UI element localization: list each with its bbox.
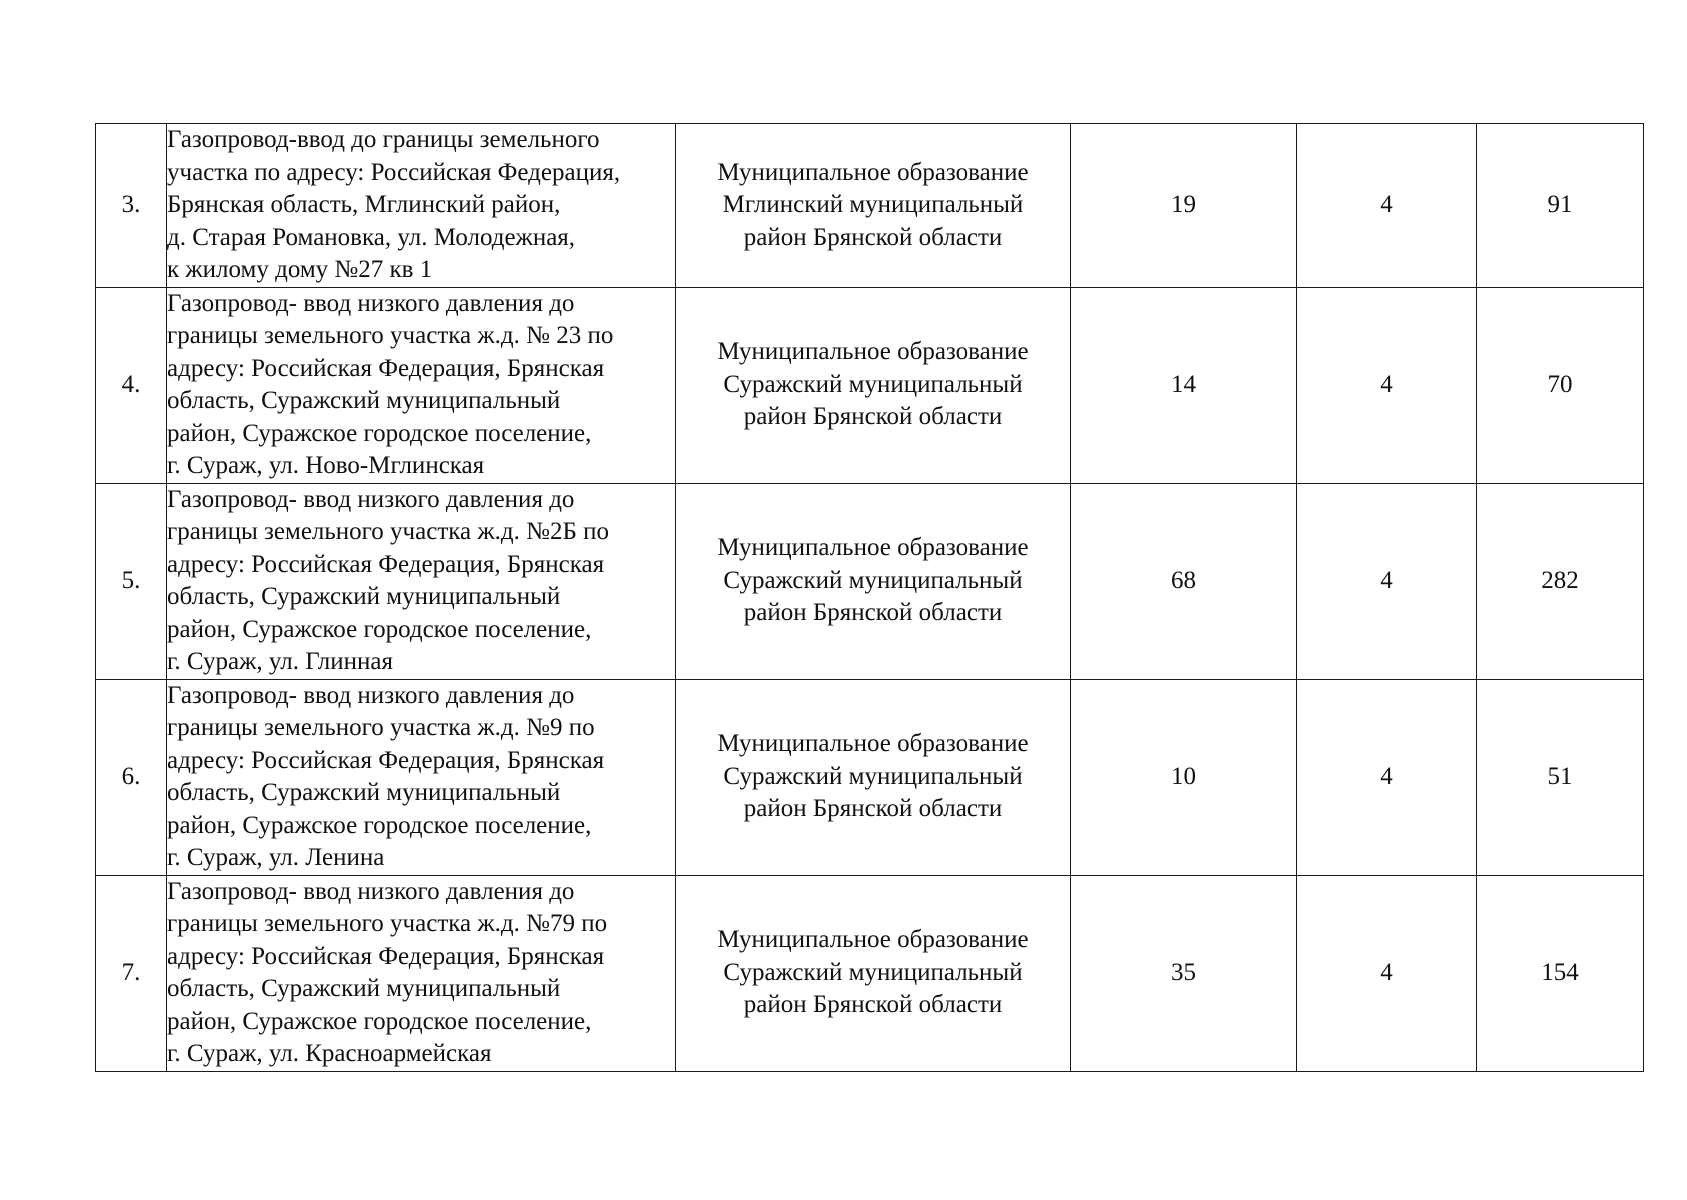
owner-line: Суражский муниципальный (723, 762, 1023, 790)
description-line: г. Сураж, ул. Глинная (167, 648, 394, 675)
description-line: к жилому дому №27 кв 1 (167, 256, 433, 283)
table-row (96, 483, 1644, 679)
gas-pipeline-table (95, 123, 1644, 1072)
row-number: 5. (96, 483, 167, 679)
owner-line: район Брянской области (743, 991, 1003, 1019)
description-line: границы земельного участка ж.д. №9 по (167, 714, 595, 741)
owner-line: Суражский муниципальный (723, 958, 1023, 986)
description-line: адресу: Российская Федерация, Брянская (167, 354, 605, 382)
value-cell-1: 14 (1071, 287, 1297, 483)
owner-line: район Брянской области (743, 599, 1003, 627)
owner-line: Муниципальное образование (717, 730, 1029, 758)
value-cell-2: 4 (1297, 875, 1477, 1071)
value-cell-1: 68 (1071, 483, 1297, 679)
description-line: Газопровод- ввод низкого давления до (167, 681, 575, 709)
municipality-owner (676, 875, 1071, 1071)
owner-line: Муниципальное образование (717, 338, 1029, 366)
value-cell-2: 4 (1297, 679, 1477, 875)
owner-line: район Брянской области (743, 223, 1003, 251)
value-cell-2: 4 (1297, 287, 1477, 483)
description-line: г. Сураж, ул. Ленина (167, 844, 385, 871)
description-line: район, Суражское городское поселение, (167, 615, 592, 643)
table-row (96, 875, 1644, 1071)
value-cell-3: 70 (1477, 287, 1644, 483)
municipality-owner (676, 679, 1071, 875)
row-number: 3. (96, 124, 167, 288)
value-cell-3: 154 (1477, 875, 1644, 1071)
municipality-owner (676, 287, 1071, 483)
description-line: границы земельного участка ж.д. №79 по (167, 910, 608, 937)
description-line: д. Старая Романовка, ул. Молодежная, (167, 223, 576, 251)
table-row (96, 124, 1644, 288)
table-row (96, 287, 1644, 483)
description-line: район, Суражское городское поселение, (167, 811, 592, 839)
description-line: адресу: Российская Федерация, Брянская (167, 550, 605, 578)
object-description (167, 287, 676, 483)
description-line: г. Сураж, ул. Ново-Мглинская (167, 452, 485, 479)
object-description (167, 679, 676, 875)
value-cell-1: 19 (1071, 124, 1297, 288)
owner-line: Суражский муниципальный (723, 566, 1023, 594)
owner-line: Суражский муниципальный (723, 370, 1023, 398)
description-line: Газопровод- ввод низкого давления до (167, 485, 575, 513)
object-description (167, 483, 676, 679)
description-line: Брянская область, Мглинский район, (167, 191, 561, 218)
object-description (167, 875, 676, 1071)
owner-line: Муниципальное образование (717, 534, 1029, 562)
value-cell-1: 10 (1071, 679, 1297, 875)
value-cell-3: 51 (1477, 679, 1644, 875)
description-line: район, Суражское городское поселение, (167, 419, 592, 447)
owner-line: Муниципальное образование (717, 926, 1029, 954)
description-line: область, Суражский муниципальный (167, 779, 561, 806)
description-line: Газопровод- ввод низкого давления до (167, 877, 575, 905)
owner-line: район Брянской области (743, 795, 1003, 823)
row-number: 6. (96, 679, 167, 875)
municipality-owner (676, 483, 1071, 679)
description-line: область, Суражский муниципальный (167, 583, 561, 610)
description-line: границы земельного участка ж.д. №2Б по (167, 518, 609, 545)
value-cell-3: 282 (1477, 483, 1644, 679)
object-description (167, 124, 676, 288)
value-cell-2: 4 (1297, 124, 1477, 288)
value-cell-3: 91 (1477, 124, 1644, 288)
value-cell-1: 35 (1071, 875, 1297, 1071)
value-cell-2: 4 (1297, 483, 1477, 679)
municipality-owner (676, 124, 1071, 288)
description-line: адресу: Российская Федерация, Брянская (167, 746, 605, 774)
description-line: Газопровод-ввод до границы земельного (167, 126, 600, 153)
description-line: участка по адресу: Российская Федерация, (167, 158, 621, 186)
owner-line: Муниципальное образование (717, 158, 1029, 186)
description-line: область, Суражский муниципальный (167, 975, 561, 1002)
row-number: 4. (96, 287, 167, 483)
description-line: Газопровод- ввод низкого давления до (167, 289, 575, 317)
description-line: район, Суражское городское поселение, (167, 1007, 592, 1035)
table-row (96, 679, 1644, 875)
row-number: 7. (96, 875, 167, 1071)
description-line: границы земельного участка ж.д. № 23 по (167, 322, 614, 349)
owner-line: район Брянской области (743, 403, 1003, 431)
description-line: область, Суражский муниципальный (167, 387, 561, 414)
owner-line: Мглинский муниципальный (722, 191, 1024, 218)
description-line: г. Сураж, ул. Красноармейская (167, 1040, 492, 1067)
description-line: адресу: Российская Федерация, Брянская (167, 942, 605, 970)
